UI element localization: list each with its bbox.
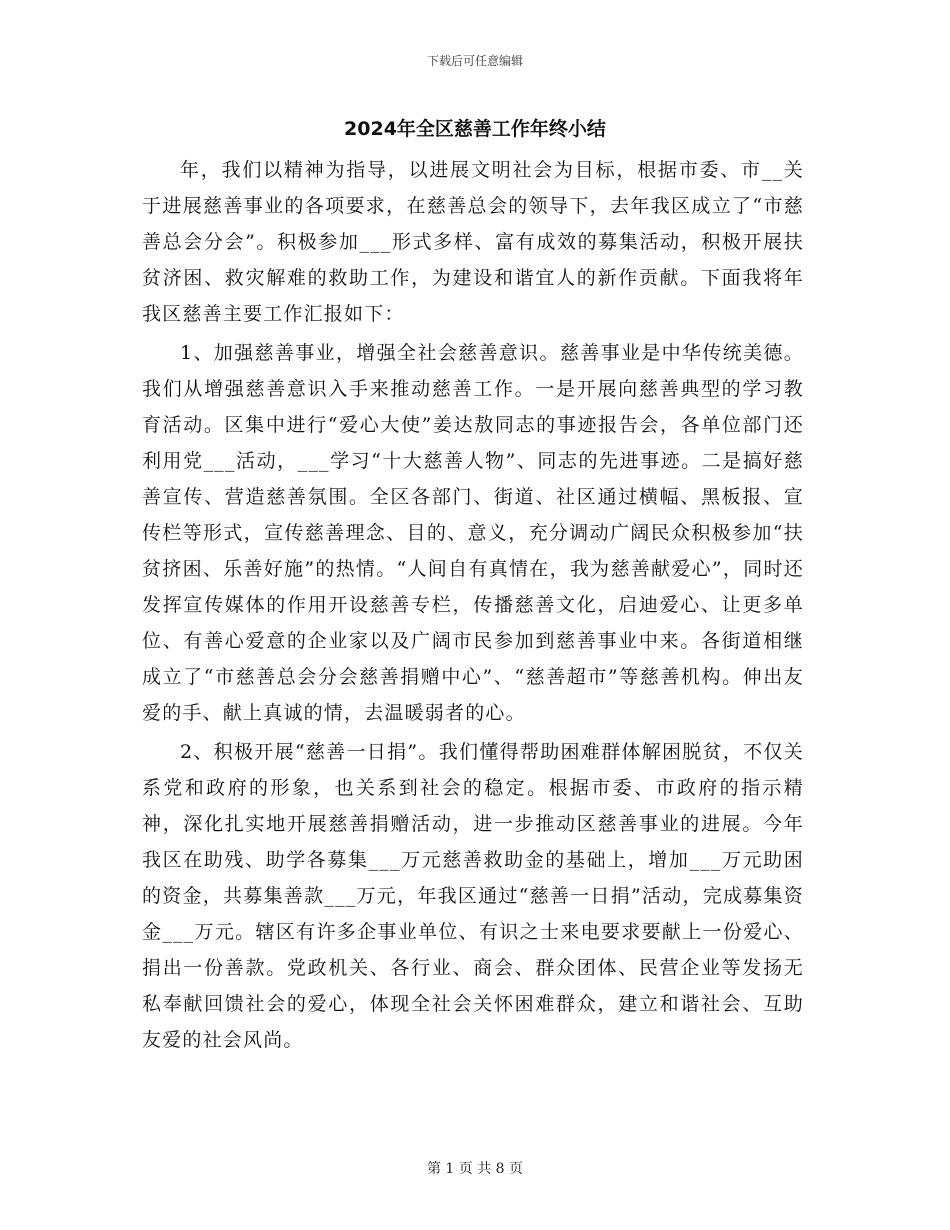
paragraph-section-2: 2、积极开展“慈善一日捐”。我们懂得帮助困难群体解困脱贫，不仅关系党和政府的形象，也关系到社会的稳定。根据市委、市政府的指示精神，深化扎实地开展慈善捐赠活动，进一步推动区慈善事业的进展。今年我区在助残、助学各募集___万元慈善救助金的基础上，增加___万元助困的资金，共募集善款___万元，年我区通过“慈善一日捐”活动，完成募集资金___万元。辖区有许多企事业单位、有识之士来电要求要献上一份爱心、捐出一份善款。党政机关、各行业、商会、群众团体、民营企业等发扬无私奉献回馈社会的爱心，体现全社会关怀困难群众，建立和谐社会、互助友爱的社会风尚。 — [142, 741, 804, 1051]
page-number: 第 1 页 共 8 页 — [426, 1161, 524, 1177]
document-title: 2024年全区慈善工作年终小结 — [344, 118, 606, 140]
document-body — [142, 152, 804, 1061]
page-header: 下载后可任意编辑 — [426, 54, 523, 68]
paragraph-intro: 年，我们以精神为指导，以进展文明社会为目标，根据市委、市__关于进展慈善事业的各项要求，在慈善总会的领导下，去年我区成立了“市慈善总会分会”。积极参加___形式多样、富有成效的募集活动，积极开展扶贫济困、救灾解难的救助工作，为建设和谐宜人的新作贡献。下面我将年我区慈善主要工作汇报如下： — [142, 159, 804, 325]
paragraph-section-1: 1、加强慈善事业，增强全社会慈善意识。慈善事业是中华传统美德。我们从增强慈善意识入手来推动慈善工作。一是开展向慈善典型的学习教育活动。区集中进行“爱心大使”姜达敖同志的事迹报告会，各单位部门还利用党___活动，___学习“十大慈善人物”、同志的先进事迹。二是搞好慈善宣传、营造慈善氛围。全区各部门、街道、社区通过横幅、黑板报、宣传栏等形式，宣传慈善理念、目的、意义，充分调动广阔民众积极参加“扶贫挤困、乐善好施”的热情。“人间自有真情在，我为慈善献爱心”，同时还发挥宣传媒体的作用开设慈善专栏，传播慈善文化，启迪爱心、让更多单位、有善心爱意的企业家以及广阔市民参加到慈善事业中来。各街道相继成立了“市慈善总会分会慈善捐赠中心”、“慈善超市”等慈善机构。伸出友爱的手、献上真诚的情，去温暖弱者的心。 — [142, 342, 804, 724]
